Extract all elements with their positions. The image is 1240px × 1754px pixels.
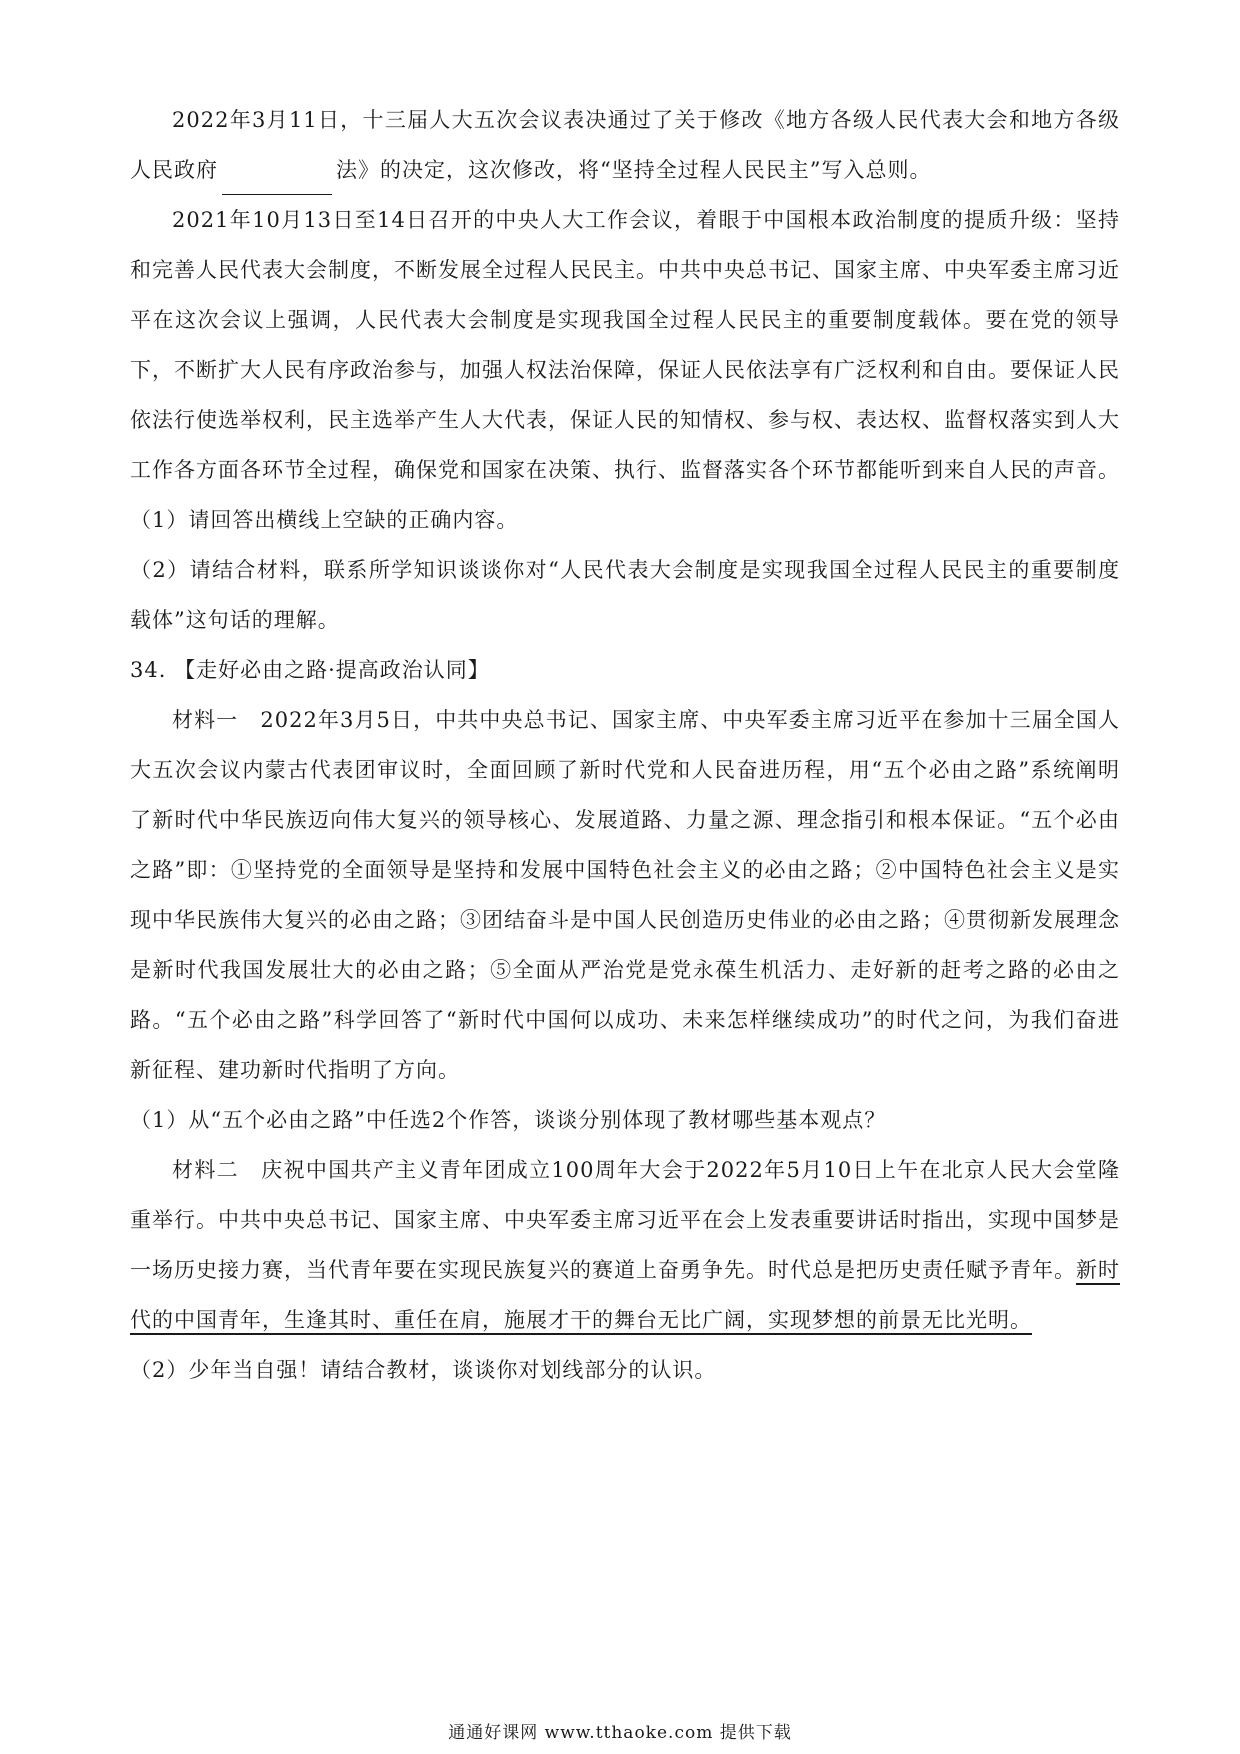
page-footer: 通通好课网 www.tthaoke.com 提供下载 [448,1723,792,1743]
question-33-1: （1）请回答出横线上空缺的正确内容。 [130,508,519,532]
material-one-paragraph: 材料一 2022年3月5日，中共中央总书记、国家主席、中央军委主席习近平在参加十三届全国人大五次会议内蒙古代表团审议时，全面回顾了新时代党和人民奋进历程，用“五个必由之路”系统阐明了新时代中华民族迈向伟大复兴的领导核心、发展道路、力量之源、理念指引和根本保证。“五个必由之路”即：①坚持党的全面领导是坚持和发展中国特色社会主义的必由之路；②中国特色社会主义是实现中华民族伟大复兴的必由之路；③团结奋斗是中国人民创造历史伟业的必由之路；④贯彻新发展理念是新时代我国发展壮大的必由之路；⑤全面从严治党是党永葆生机活力、走好新的赶考之路的必由之路。“五个必由之路”科学回答了“新时代中国何以成功、未来怎样继续成功”的时代之问，为我们奋进新征程、建功新时代指明了方向。 [130,708,1120,1082]
paragraph-text: 法》的决定，这次修改，将“坚持全过程人民民主”写入总则。 [336,158,932,182]
question-34-2: （2）少年当自强！请结合教材，谈谈你对划线部分的认识。 [130,1358,717,1382]
question-34-1: （1）从“五个必由之路”中任选2个作答，谈谈分别体现了教材哪些基本观点？ [130,1108,887,1132]
paragraph-text: 材料二 庆祝中国共产主义青年团成立100周年大会于2022年5月10日上午在北京人民大会堂隆重举行。中共中央总书记、国家主席、中央军委主席习近平在会上发表重要讲话时指出，实现中国梦是一场历史接力赛，当代青年要在实现民族复兴的赛道上奋勇争先。时代总是把历史责任赋予青年。 [130,1158,1120,1282]
question-34-heading: 34. 【走好必由之路·提高政治认同】 [130,658,490,682]
paragraph-text: 2022年3月11日，十三届人大五次会议表决通过了关于修改《地方各级人民代表大会和地方各级人民政府 [130,108,1120,182]
document-body [130,95,1120,1395]
material-paragraph-npc-conference: 2021年10月13日至14日召开的中央人大工作会议，着眼于中国根本政治制度的提质升级：坚持和完善人民代表大会制度，不断发展全过程人民民主。中共中央总书记、国家主席、中央军委主席习近平在这次会议上强调，人民代表大会制度是实现我国全过程人民民主的重要制度载体。要在党的领导下，不断扩大人民有序政治参与，加强人权法治保障，保证人民依法享有广泛权利和自由。要保证人民依法行使选举权利，民主选举产生人大代表，保证人民的知情权、参与权、表达权、监督权落实到人大工作各方面各环节全过程，确保党和国家在决策、执行、监督落实各个环节都能听到来自人民的声音。 [130,208,1120,482]
question-33-2: （2）请结合材料，联系所学知识谈谈你对“人民代表大会制度是实现我国全过程人民民主的重要制度载体”这句话的理解。 [130,558,1120,632]
material-paragraph-law-amendment [130,95,1120,195]
material-two-paragraph [130,1145,1120,1345]
fill-in-blank [222,171,332,195]
underlined-text: 新时代的中国青年，生逢其时、重任在肩，施展才干的舞台无比广阔，实现梦想的前景无比光明。 [130,1258,1120,1332]
